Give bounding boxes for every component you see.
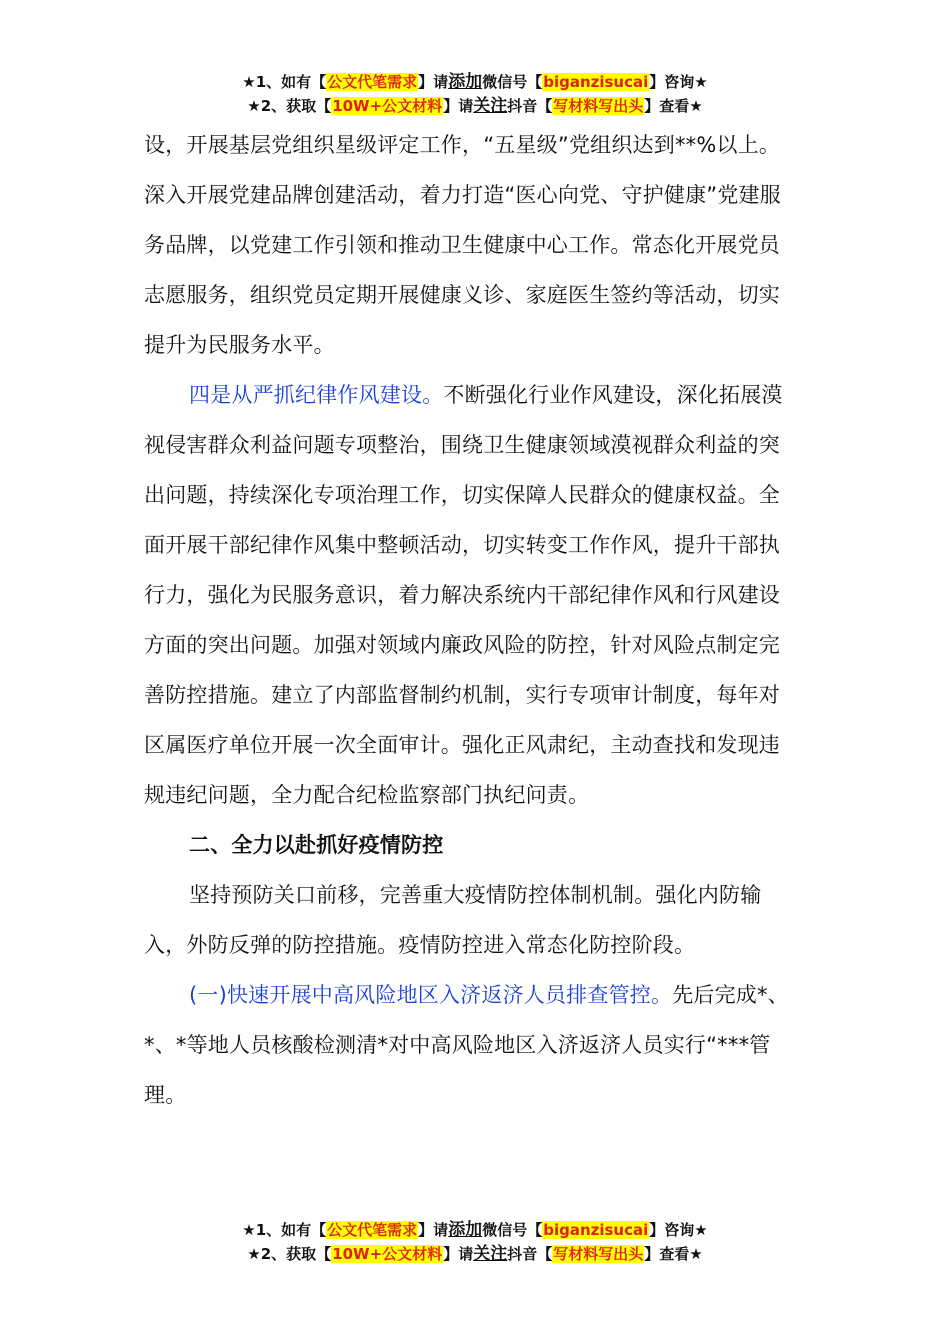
banner-highlight: 写材料写出头	[553, 97, 644, 115]
banner-text: 抖音【	[507, 97, 553, 115]
banner-line-1	[0, 1218, 950, 1242]
banner-text: ★1、如有【	[242, 1221, 327, 1239]
banner-text: ★1、如有【	[242, 73, 327, 91]
banner-highlight: 公文代笔需求	[327, 73, 418, 91]
banner-line-2	[0, 94, 950, 118]
banner-text: 抖音【	[507, 1245, 553, 1263]
banner-highlight: 公文代笔需求	[327, 1221, 418, 1239]
paragraph-2-text: 不断强化行业作风建设，深化拓展漠视侵害群众利益问题专项整治，围绕卫生健康领域漠视群众利益的突出问题，持续深化专项治理工作，切实保障人民群众的健康权益。全面开展干部纪律作风集中整顿活动，切实转变工作作风，提升干部执行力，强化为民服务意识，着力解决系统内干部纪律作风和行风建设方面的突出问题。加强对领域内廉政风险的防控，针对风险点制定完善防控措施。建立了内部监督制约机制，实行专项审计制度，每年对区属医疗单位开展一次全面审计。强化正风肃纪，主动查找和发现违规违纪问题，全力配合纪检监察部门执纪问责。	[144, 383, 783, 807]
top-banner	[0, 70, 950, 118]
subheading-discipline: 四是从严抓纪律作风建设。	[189, 383, 444, 407]
banner-highlight: 写材料写出头	[553, 1245, 644, 1263]
document-body	[144, 120, 798, 1120]
paragraph-1: 设，开展基层党组织星级评定工作，“五星级”党组织达到**%以上。深入开展党建品牌创建活动，着力打造“医心向党、守护健康”党建服务品牌，以党建工作引领和推动卫生健康中心工作。常态化开展党员志愿服务，组织党员定期开展健康义诊、家庭医生签约等活动，切实提升为民服务水平。	[144, 133, 781, 357]
banner-text: 】查看★	[644, 1245, 703, 1263]
banner-line-2	[0, 1242, 950, 1266]
paragraph-4-text: 先后完成*、*、*等地人员核酸检测清*对中高风险地区入济返济人员实行“***管理。	[144, 983, 789, 1107]
banner-highlight: 10W+公文材料	[332, 97, 443, 115]
banner-text: ★2、获取【	[247, 1245, 332, 1263]
section-heading-2: 二、全力以赴抓好疫情防控	[189, 833, 444, 857]
banner-text: 】咨询★	[649, 73, 708, 91]
banner-emphasis: 添加	[448, 1220, 483, 1240]
banner-line-1	[0, 70, 950, 94]
banner-text: 】请	[418, 1221, 449, 1239]
paragraph-2	[144, 370, 798, 820]
banner-highlight: 10W+公文材料	[332, 1245, 443, 1263]
banner-emphasis: 关注	[473, 1244, 508, 1264]
banner-text: 】请	[443, 97, 474, 115]
paragraph-3: 坚持预防关口前移，完善重大疫情防控体制机制。强化内防输入，外防反弹的防控措施。疫情防控进入常态化防控阶段。	[144, 883, 762, 957]
bottom-banner	[0, 1218, 950, 1266]
banner-text: 】请	[418, 73, 449, 91]
banner-text: 微信号【	[482, 1221, 543, 1239]
banner-emphasis: 添加	[448, 72, 483, 92]
banner-text: 】请	[443, 1245, 474, 1263]
banner-emphasis: 关注	[473, 96, 508, 116]
subheading-screening: (一)快速开展中高风险地区入济返济人员排查管控。	[189, 983, 673, 1007]
banner-text: 微信号【	[482, 73, 543, 91]
banner-text: 】咨询★	[649, 1221, 708, 1239]
paragraph-4	[144, 970, 798, 1120]
banner-text: 】查看★	[644, 97, 703, 115]
banner-highlight: biganzisucai	[543, 1221, 649, 1239]
banner-text: ★2、获取【	[247, 97, 332, 115]
banner-highlight: biganzisucai	[543, 73, 649, 91]
